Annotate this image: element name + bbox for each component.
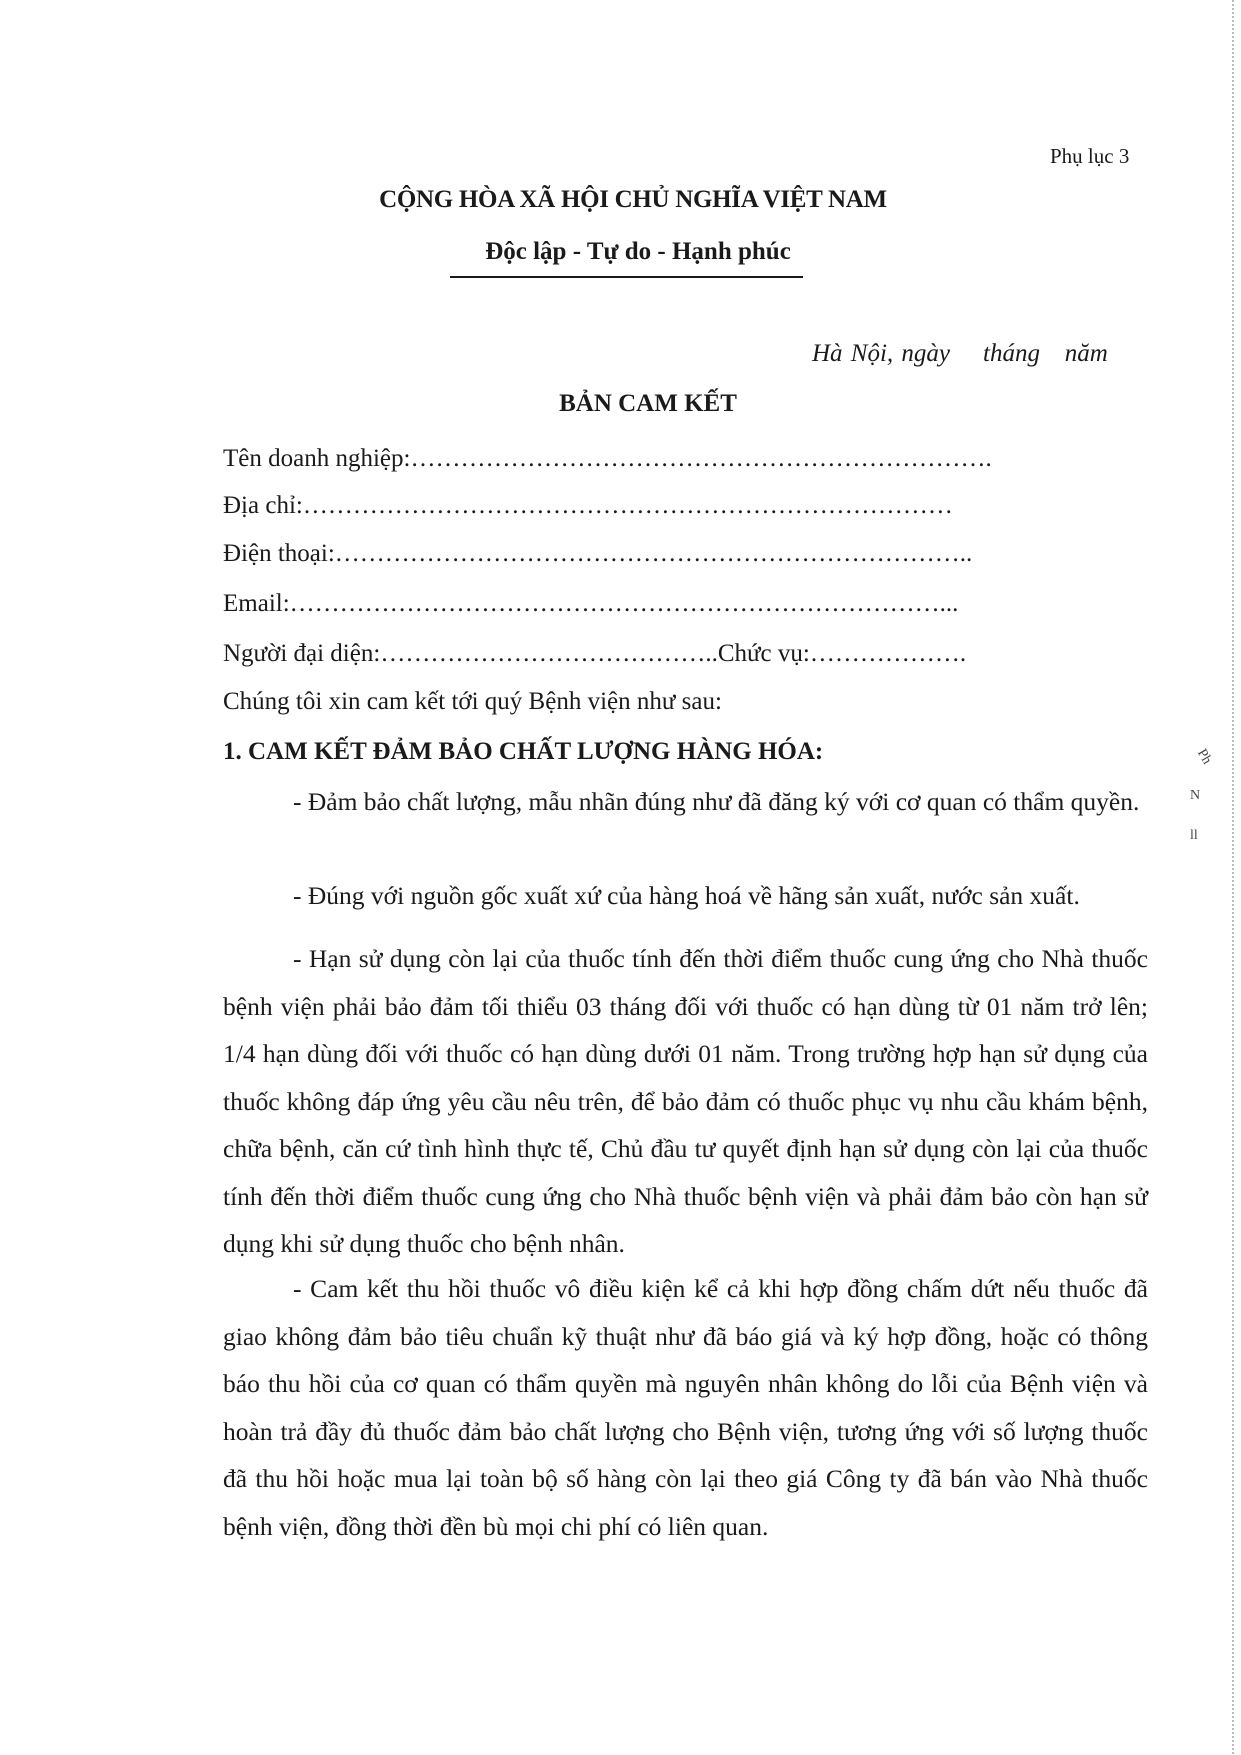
national-title: CỘNG HÒA XÃ HỘI CHỦ NGHĨA VIỆT NAM [379, 186, 887, 213]
field-blank: ………………………………….. [380, 640, 718, 667]
field-blank: ………………………………………………………………….. [334, 540, 973, 567]
field-label: Người đại diện: [223, 640, 381, 667]
stamp-text: N [1190, 788, 1201, 803]
field-blank: ……………………………………………………………. [410, 445, 992, 472]
section-heading: 1. CAM KẾT ĐẢM BẢO CHẤT LƯỢNG HÀNG HÓA: [223, 738, 824, 765]
stamp-text: ll [1190, 828, 1198, 843]
margin-stamp [1190, 740, 1230, 844]
stamp-text: Ph [1193, 746, 1215, 767]
field-label: Địa chỉ: [223, 492, 303, 519]
appendix-label: Phụ lục 3 [1050, 144, 1130, 168]
field-company-name [223, 445, 992, 473]
field-blank: …………………………………………………………………… [302, 492, 953, 519]
intro-text: Chúng tôi xin cam kết tới quý Bệnh viện như sau: [223, 688, 722, 715]
field-label: Tên doanh nghiệp: [223, 445, 411, 472]
field-address [223, 492, 953, 520]
field-label: Điện thoại: [223, 540, 335, 567]
field-email [223, 590, 958, 618]
motto-underline [450, 276, 803, 278]
paragraph: - Hạn sử dụng còn lại của thuốc tính đến thời điểm thuốc cung ứng cho Nhà thuốc bệnh viện phải bảo đảm tối thiểu 03 tháng đối với thuốc có hạn dùng từ 01 năm trở lên; 1/4 hạn dùng đối với thuốc có hạn dùng dưới 01 năm. Trong trường hợp hạn sử dụng của thuốc không đáp ứng yêu cầu nêu trên, để bảo đảm có thuốc phục vụ nhu cầu khám bệnh, chữa bệnh, căn cứ tình hình thực tế, Chủ đầu tư quyết định hạn sử dụng còn lại của thuốc tính đến thời điểm thuốc cung ứng cho Nhà thuốc bệnh viện và phải đảm bảo còn hạn sử dụng khi sử dụng thuốc cho bệnh nhân. [223, 944, 1148, 1258]
paragraph: - Cam kết thu hồi thuốc vô điều kiện kể cả khi hợp đồng chấm dứt nếu thuốc đã giao không đảm bảo tiêu chuẩn kỹ thuật như đã báo giá và ký hợp đồng, hoặc có thông báo thu hồi của cơ quan có thẩm quyền mà nguyên nhân không do lỗi của Bệnh viện và hoàn trả đầy đủ thuốc đảm bảo chất lượng cho Bệnh viện, tương ứng với số lượng thuốc đã thu hồi hoặc mua lại toàn bộ số hàng còn lại theo giá Công ty đã bán vào Nhà thuốc bệnh viện, đồng thời đền bù mọi chi phí có liên quan. [223, 1274, 1148, 1541]
national-motto: Độc lập - Tự do - Hạnh phúc [485, 238, 791, 265]
scan-edge [1232, 0, 1234, 1755]
document-title: BẢN CAM KẾT [559, 390, 737, 417]
field-blank: ………………. [809, 640, 967, 667]
field-phone [223, 540, 972, 568]
field-representative [223, 640, 966, 668]
paragraph: - Đảm bảo chất lượng, mẫu nhãn đúng như đã đăng ký với cơ quan có thẩm quyền. [293, 787, 1140, 816]
field-label-position: Chức vụ: [717, 640, 810, 667]
place-date: Hà Nội, ngày tháng năm [812, 340, 1108, 367]
paragraph: - Đúng với nguồn gốc xuất xứ của hàng hoá về hãng sản xuất, nước sản xuất. [293, 881, 1080, 910]
field-label: Email: [223, 590, 290, 617]
field-blank: ……………………………………………………………………... [289, 590, 959, 617]
